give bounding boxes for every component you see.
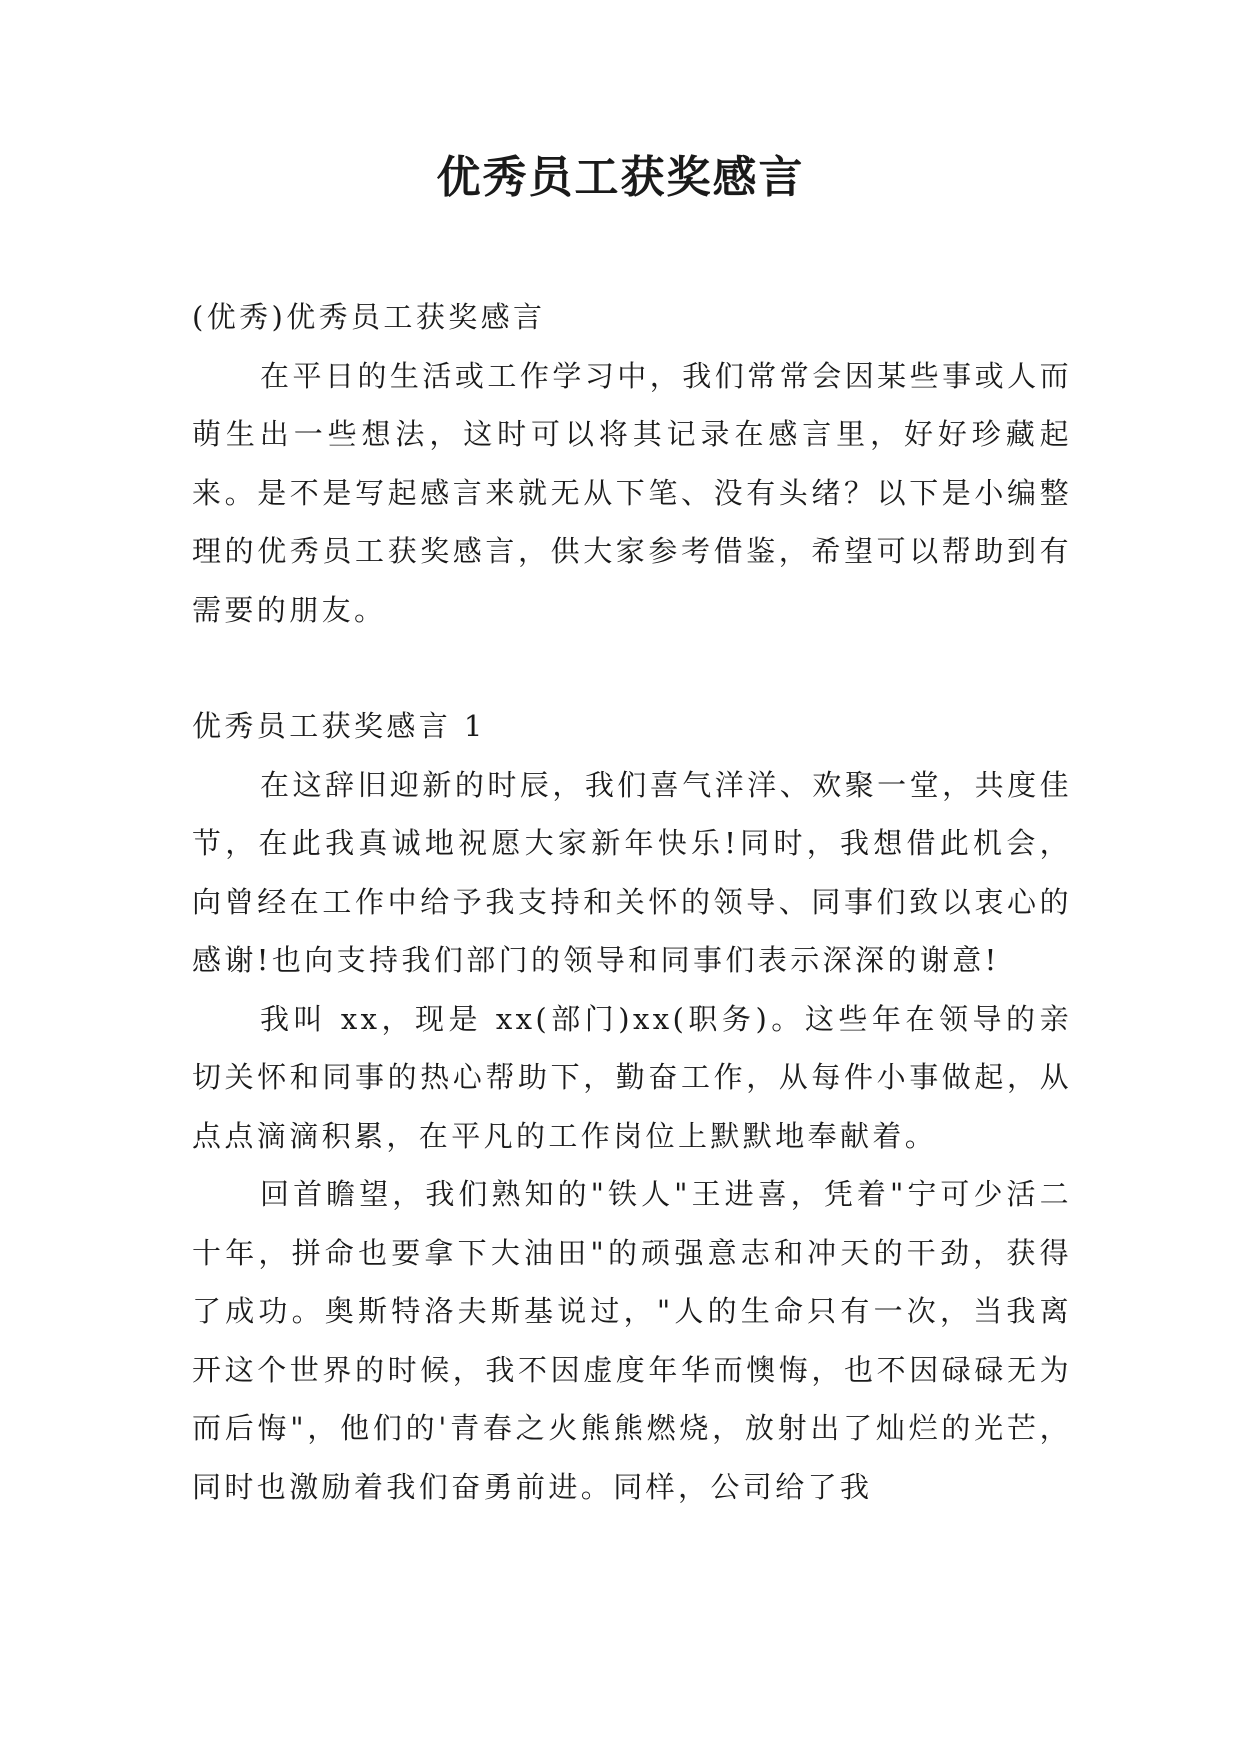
document-body xyxy=(192,288,1072,1516)
paragraph-gap xyxy=(192,639,1072,697)
document-subtitle: (优秀)优秀员工获奖感言 xyxy=(192,300,546,334)
body-paragraph-1: 在这辞旧迎新的时辰，我们喜气洋洋、欢聚一堂，共度佳节，在此我真诚地祝愿大家新年快乐!同时，我想借此机会，向曾经在工作中给予我支持和关怀的领导、同事们致以衷心的感谢!也向支持我们部门的领导和同事们表示深深的谢意! xyxy=(192,767,1072,977)
intro-paragraph: 在平日的生活或工作学习中，我们常常会因某些事或人而萌生出一些想法，这时可以将其记录在感言里，好好珍藏起来。是不是写起感言来就无从下笔、没有头绪？以下是小编整理的优秀员工获奖感言，供大家参考借鉴，希望可以帮助到有需要的朋友。 xyxy=(192,358,1072,627)
document-title: 优秀员工获奖感言 xyxy=(436,152,805,203)
body-paragraph-2: 我叫 xx，现是 xx(部门)xx(职务)。这些年在领导的亲切关怀和同事的热心帮助下，勤奋工作，从每件小事做起，从点点滴滴积累，在平凡的工作岗位上默默地奉献着。 xyxy=(192,1001,1072,1153)
section-heading: 优秀员工获奖感言 1 xyxy=(192,709,486,743)
body-paragraph-3: 回首瞻望，我们熟知的"铁人"王进喜，凭着"宁可少活二十年，拼命也要拿下大油田"的顽强意志和冲天的干劲，获得了成功。奥斯特洛夫斯基说过，"人的生命只有一次，当我离开这个世界的时候，我不因虚度年华而懊悔，也不因碌碌无为而后悔"，他们的'青春之火熊熊燃烧，放射出了灿烂的光芒，同时也激励着我们奋勇前进。同样，公司给了我 xyxy=(192,1177,1072,1504)
